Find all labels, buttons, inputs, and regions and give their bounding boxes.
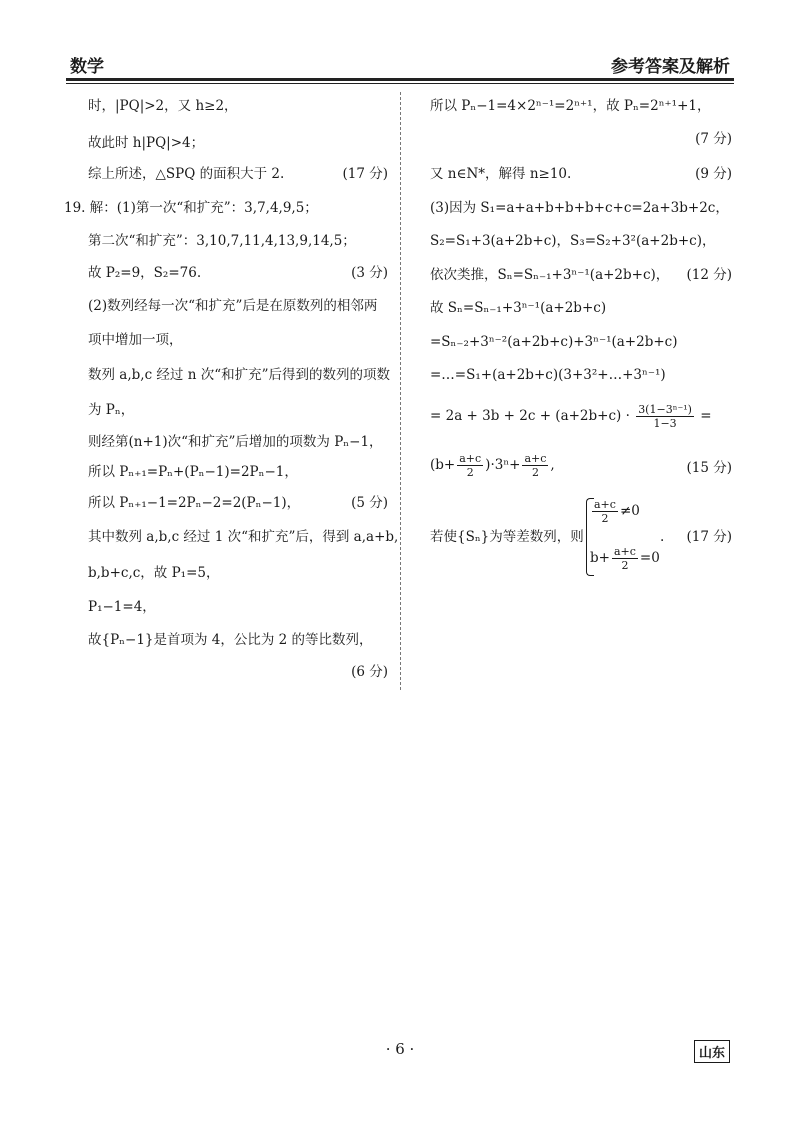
fraction-a-plus-c-over-2 (612, 545, 638, 572)
formula-text: , (550, 457, 555, 473)
text-line: 第二次“和扩充”：3,10,7,11,4,13,9,14,5； (88, 233, 356, 249)
text-line: =Sₙ₋₂+3ⁿ⁻²(a+2b+c)+3ⁿ⁻¹(a+2b+c) (430, 334, 678, 350)
formula-text: =0 (639, 550, 660, 566)
text-line: 综上所述，△SPQ 的面积大于 2. (88, 166, 285, 182)
formula-text: = (700, 408, 712, 424)
text-line: P₁−1=4， (88, 599, 156, 615)
text-line: 19. 解：(1)第一次“和扩充”：3,7,4,9,5； (64, 200, 318, 216)
score: (17 分) (686, 529, 732, 545)
fraction-denominator: 2 (466, 466, 474, 479)
formula-text: b+ (590, 550, 610, 566)
score: (17 分) (342, 166, 388, 182)
text-line: 时，|PQ|>2，又 h≥2， (88, 98, 238, 114)
column-divider (400, 92, 401, 690)
text-line: (2)数列经每一次“和扩充”后是在原数列的相邻两 (88, 298, 378, 314)
text-line: 则经第(n+1)次“和扩充”后增加的项数为 Pₙ−1， (88, 434, 383, 450)
formula-text: )·3ⁿ+ (485, 457, 521, 473)
fraction-numerator: a+c (594, 498, 616, 511)
text-line: 所以 Pₙ₊₁=Pₙ+(Pₙ−1)=2Pₙ−1， (88, 464, 298, 480)
fraction-a-plus-c-over-2 (457, 452, 483, 479)
text-line: 故 Sₙ=Sₙ₋₁+3ⁿ⁻¹(a+2b+c) (430, 300, 607, 316)
text-line: =…=S₁+(a+2b+c)(3+3²+…+3ⁿ⁻¹) (430, 367, 666, 383)
fraction-numerator: 3(1−3ⁿ⁻¹) (638, 403, 692, 416)
text-line: 故此时 h|PQ|>4； (88, 135, 205, 151)
header-subject: 数学 (70, 57, 104, 77)
system-row-1 (590, 498, 640, 525)
header-rule-thick (66, 78, 734, 81)
text-line: 故{Pₙ−1}是首项为 4，公比为 2 的等比数列， (88, 632, 373, 648)
fraction-numerator: a+c (459, 452, 482, 465)
score: (7 分) (695, 131, 732, 147)
header-section: 参考答案及解析 (611, 57, 730, 77)
text-line: 又 n∈N*，解得 n≥10. (430, 166, 572, 182)
text-line: 所以 Pₙ₊₁−1=2Pₙ−2=2(Pₙ−1)， (88, 495, 301, 511)
score: (9 分) (695, 166, 732, 182)
score: (6 分) (351, 664, 388, 680)
formula-text: ≠0 (619, 503, 640, 519)
text-line: b,b+c,c，故 P₁=5， (88, 565, 220, 581)
fraction-numerator: a+c (613, 545, 636, 558)
region-badge: 山东 (694, 1040, 730, 1063)
score: (15 分) (686, 460, 732, 476)
fraction-denominator: 1−3 (653, 417, 677, 430)
fraction-a-plus-c-over-2 (522, 452, 548, 479)
text-line: 依次类推，Sₙ=Sₙ₋₁+3ⁿ⁻¹(a+2b+c)， (430, 267, 670, 283)
text-line: 其中数列 a,b,c 经过 1 次“和扩充”后，得到 a,a+b, (88, 529, 399, 545)
fraction-denominator: 2 (531, 466, 539, 479)
fraction-denominator: 2 (601, 512, 609, 525)
fraction-geometric-sum (636, 403, 694, 430)
score: (3 分) (351, 265, 388, 281)
text-line: 若使{Sₙ}为等差数列，则 (430, 529, 584, 545)
formula-text: (b+ (430, 457, 456, 473)
text-line: 数列 a,b,c 经过 n 次“和扩充”后得到的数列的项数 (88, 367, 390, 383)
text-line: 故 P₂=9，S₂=76. (88, 265, 202, 281)
text-line: 为 Pₙ， (88, 402, 135, 418)
score: (12 分) (686, 267, 732, 283)
text-line: 所以 Pₙ−1=4×2ⁿ⁻¹=2ⁿ⁺¹，故 Pₙ=2ⁿ⁺¹+1， (430, 98, 711, 114)
formula-line (430, 452, 555, 479)
fraction-a-plus-c-over-2 (592, 498, 618, 525)
formula-text: . (660, 529, 665, 545)
text-line: 项中增加一项， (88, 332, 183, 348)
text-line: (3)因为 S₁=a+a+b+b+b+c+c=2a+3b+2c， (430, 200, 729, 216)
fraction-denominator: 2 (621, 559, 629, 572)
system-row-2 (590, 545, 660, 572)
formula-text: = 2a + 3b + 2c + (a+2b+c) · (430, 408, 630, 424)
text-line: S₂=S₁+3(a+2b+c)，S₃=S₂+3²(a+2b+c)， (430, 233, 716, 249)
fraction-numerator: a+c (524, 452, 547, 465)
score: (5 分) (351, 495, 388, 511)
header-rule-thin (66, 83, 734, 84)
page-number: · 6 · (385, 1040, 415, 1058)
formula-line (430, 403, 712, 430)
